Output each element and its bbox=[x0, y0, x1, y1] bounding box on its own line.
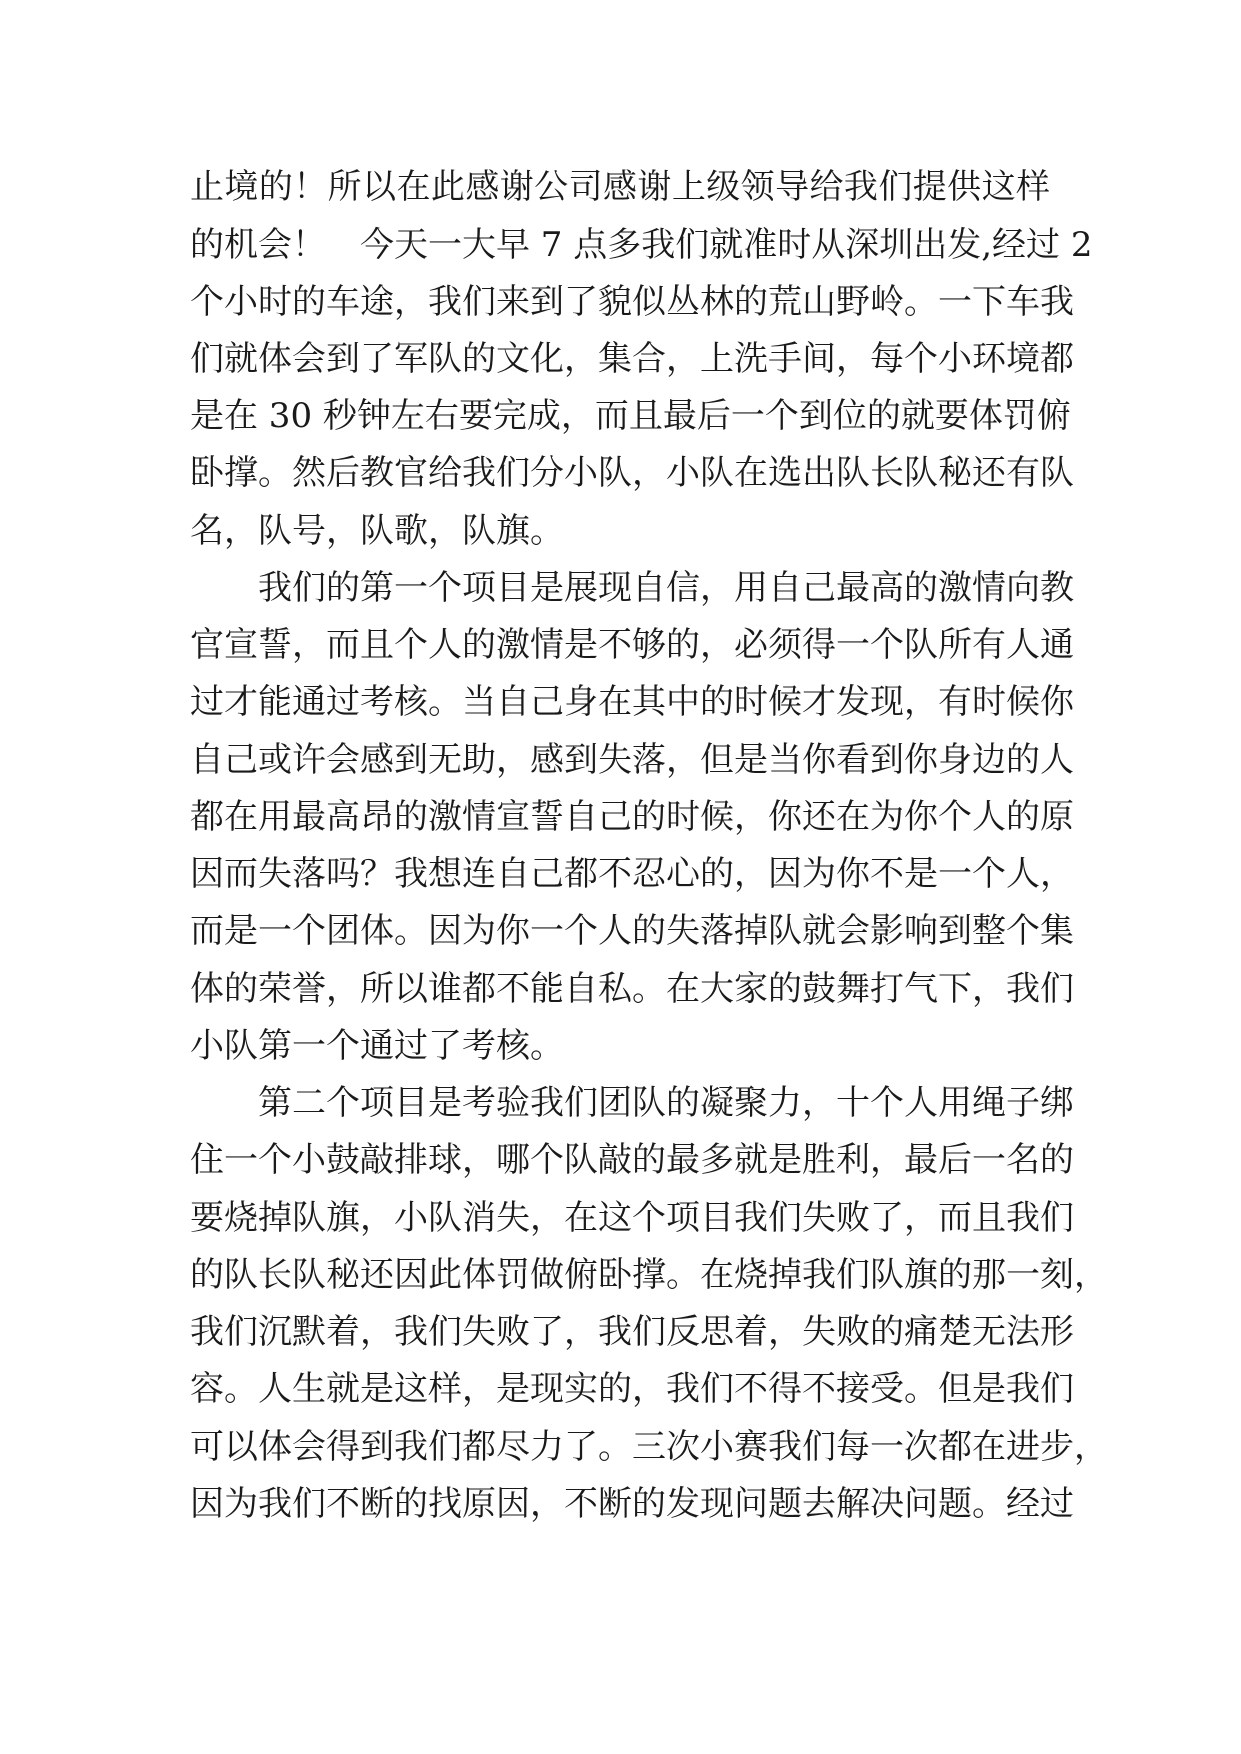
text-line: 过才能通过考核。当自己身在其中的时候才发现，有时候你 bbox=[190, 682, 1074, 722]
text-line: 住一个小鼓敲排球，哪个队敲的最多就是胜利，最后一名的 bbox=[190, 1140, 1074, 1180]
paragraph-first-line: 我们的第一个项目是展现自信，用自己最高的激情向教 bbox=[258, 568, 1074, 608]
text-line: 要烧掉队旗，小队消失，在这个项目我们失败了，而且我们 bbox=[190, 1198, 1074, 1238]
text-line: 的队长队秘还因此体罚做俯卧撑。在烧掉我们队旗的那一刻， bbox=[190, 1255, 1108, 1295]
paragraph-first-line: 第二个项目是考验我们团队的凝聚力，十个人用绳子绑 bbox=[258, 1083, 1074, 1123]
text-line: 我们沉默着，我们失败了，我们反思着，失败的痛楚无法形 bbox=[190, 1312, 1074, 1352]
text-line: 官宣誓，而且个人的激情是不够的，必须得一个队所有人通 bbox=[190, 625, 1074, 665]
text-line: 们就体会到了军队的文化，集合，上洗手间，每个小环境都 bbox=[190, 339, 1074, 379]
text-line: 因为我们不断的找原因，不断的发现问题去解决问题。经过 bbox=[190, 1484, 1074, 1524]
text-line: 卧撑。然后教官给我们分小队，小队在选出队长队秘还有队 bbox=[190, 453, 1074, 493]
text-line: 都在用最高昂的激情宣誓自己的时候，你还在为你个人的原 bbox=[190, 797, 1074, 837]
text-line: 个小时的车途，我们来到了貌似丛林的荒山野岭。一下车我 bbox=[190, 282, 1074, 322]
text-line: 可以体会得到我们都尽力了。三次小赛我们每一次都在进步， bbox=[190, 1427, 1108, 1467]
text-line: 体的荣誉，所以谁都不能自私。在大家的鼓舞打气下，我们 bbox=[190, 969, 1074, 1009]
text-line: 是在 30 秒钟左右要完成，而且最后一个到位的就要体罚俯 bbox=[190, 396, 1071, 436]
text-line: 而是一个团体。因为你一个人的失落掉队就会影响到整个集 bbox=[190, 911, 1074, 951]
text-line: 自己或许会感到无助，感到失落，但是当你看到你身边的人 bbox=[190, 740, 1074, 780]
text-line: 因而失落吗？我想连自己都不忍心的，因为你不是一个人， bbox=[190, 854, 1074, 894]
text-line: 止境的！所以在此感谢公司感谢上级领导给我们提供这样 bbox=[190, 167, 1050, 207]
text-line: 名，队号，队歌，队旗。 bbox=[190, 511, 564, 551]
text-line: 的机会！ 今天一大早 7 点多我们就准时从深圳出发,经过 2 bbox=[190, 225, 1093, 265]
text-line: 小队第一个通过了考核。 bbox=[190, 1026, 564, 1066]
text-line: 容。人生就是这样，是现实的，我们不得不接受。但是我们 bbox=[190, 1369, 1074, 1409]
